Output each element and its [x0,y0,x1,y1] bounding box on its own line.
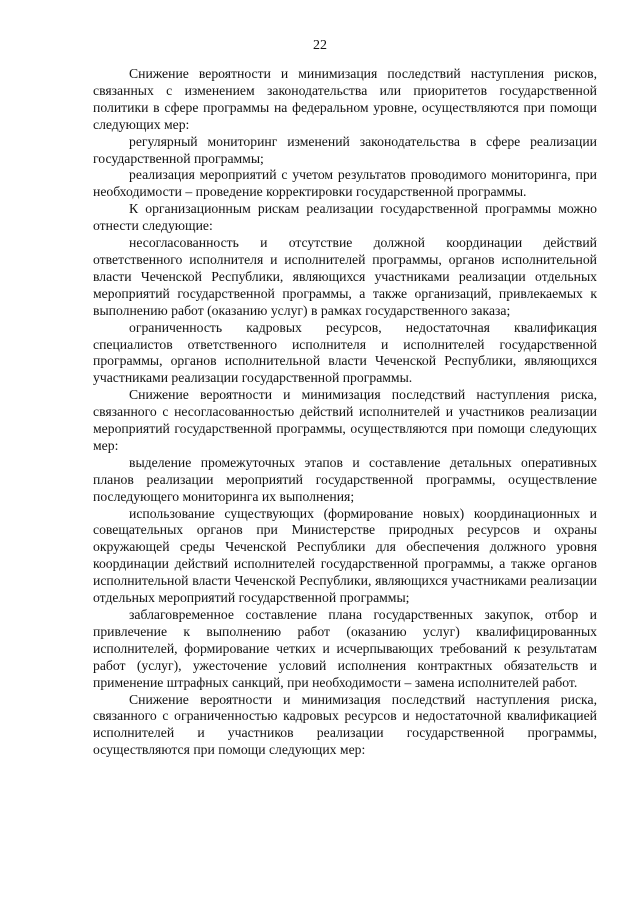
paragraph-risk-mitigation-personnel: Снижение вероятности и минимизация последствий наступления риска, связанного с ограниченностью кадровых ресурсов и недостаточной квалификацией исполнителей и участников реализации государственной программы, осуществляются при помощи следующих мер: [93,691,597,758]
paragraph-intermediate-stages: выделение промежуточных этапов и составление детальных оперативных планов реализации мероприятий государственной программы, осуществление последующего мониторинга их выполнения; [93,454,597,504]
paragraph-risk-mitigation-legislation: Снижение вероятности и минимизация последствий наступления рисков, связанных с изменением законодательства или приоритетов государственной политики в сфере программы на федеральном уровне, осуществляются при помощи следующих мер: [93,66,597,132]
paragraph-organizational-risks-intro: К организационным рискам реализации государственной программы можно отнести следующие: [93,201,597,234]
paragraph-procurement-planning: заблаговременное составление плана государственных закупок, отбор и привлечение к выполнению работ (оказанию услуг) квалифицированных исполнителей, формирование четких и исчерпывающих требований к результатам работ (услуг), ужесточение условий исполнения контрактных обязательств и применение штрафных санкций, при необходимости – замена исполнителей работ. [93,607,597,690]
paragraph-risk-mitigation-coordination: Снижение вероятности и минимизация последствий наступления риска, связанного с несогласованностью действий исполнителей и участников реализации мероприятий государственной программы, осуществляются при помощи следующих мер: [93,387,597,453]
paragraph-monitoring-legislation: регулярный мониторинг изменений законодательства в сфере реализации государственной программы; [93,133,597,166]
page-number: 22 [313,38,327,53]
paragraph-limited-personnel: ограниченность кадровых ресурсов, недостаточная квалификация специалистов ответственного исполнителя и исполнителей государственной программы, органов исполнительной власти Чеченской Республики, являющихся участниками реализации государственной программы. [93,319,597,386]
paragraph-coordination-bodies: использование существующих (формирование новых) координационных и совещательных органов при Министерстве природных ресурсов и охраны окружающей среды Чеченской Республики для обеспечения должного уровня координации действий исполнителей государственной программы, а также органов исполнительной власти Чеченской Республики, являющихся участниками реализации отдельных мероприятий государственной программы; [93,505,597,606]
paragraph-lack-of-coordination: несогласованность и отсутствие должной координации действий ответственного исполнителя и исполнителей программы, органов исполнительной власти Чеченской Республики, являющихся участниками реализации отдельных мероприятий государственной программы, а также организаций, привлекаемых к выполнению работ (оказанию услуг) в рамках государственного заказа; [93,235,597,318]
paragraph-implementation-adjustment: реализация мероприятий с учетом результатов проводимого мониторинга, при необходимости – проведение корректировки государственной программы. [93,167,597,200]
document-body [93,66,597,759]
